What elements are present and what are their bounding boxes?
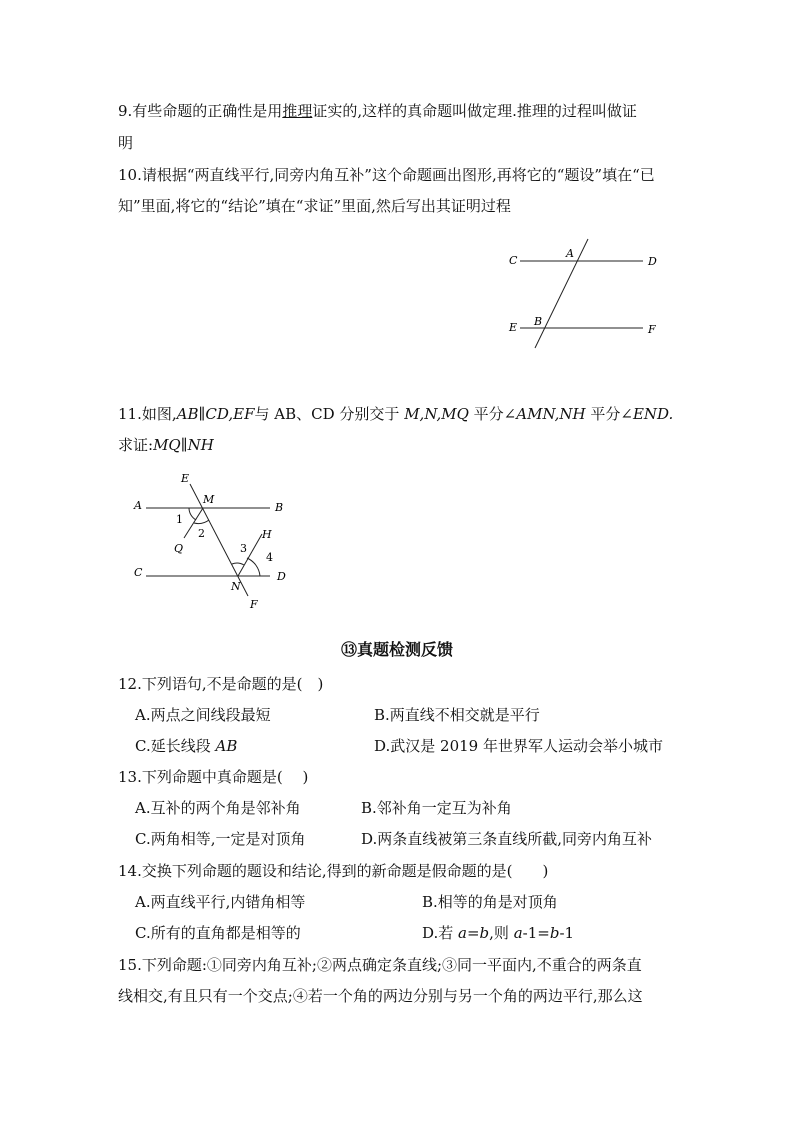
q9-underlined-word: 推理 [282, 102, 313, 120]
q12-option-d: D.武汉是 2019 年世界军人运动会举小城市 [374, 737, 663, 755]
label-angle-1: 1 [176, 513, 183, 526]
q11-text-g: 平分∠ [585, 405, 633, 423]
q15-line-1: 15.下列命题:①同旁内角互补;②两点确定条直线;③同一平面内,不重合的两条直 [118, 956, 642, 974]
q12-option-c-text: C.延长线段 [135, 737, 216, 755]
q14-option-a: A.两直线平行,内错角相等 [135, 893, 306, 911]
q14-d-c: ,则 [489, 924, 514, 942]
q11-text-e: 平分∠ [468, 405, 517, 423]
q13-stem: 13.下列命题中真命题是( ) [118, 768, 309, 786]
label-f: F [250, 598, 258, 611]
q11-figure [128, 470, 303, 615]
q12-option-c-var: AB [215, 737, 238, 755]
q11-text-d: M,N,MQ [404, 405, 469, 423]
arc-angle-1 [189, 508, 196, 520]
label-h: H [262, 528, 272, 541]
label-q: Q [174, 542, 184, 555]
label-c: C [509, 254, 518, 267]
arc-angle-4 [247, 558, 260, 576]
q14-option-c: C.所有的直角都是相等的 [135, 924, 301, 942]
q11-text-b: AB∥CD,EF [176, 405, 255, 423]
q12-option-b: B.两直线不相交就是平行 [374, 706, 540, 724]
q9-line-2: 明 [118, 134, 134, 152]
label-angle-2: 2 [198, 527, 205, 540]
q9-line-1 [118, 100, 637, 122]
q14-d-f: b [549, 924, 560, 942]
label-b: B [534, 315, 543, 328]
label-f: F [648, 323, 656, 336]
q14-d-d: a [513, 924, 523, 942]
label-n: N [231, 580, 241, 593]
label-d: D [277, 570, 286, 583]
label-angle-4: 4 [266, 551, 273, 564]
section-heading: ⑬真题检测反馈 [340, 640, 453, 659]
arc-angle-2 [194, 520, 209, 524]
q13-option-a: A.互补的两个角是邻补角 [135, 799, 301, 817]
label-a: A [134, 499, 142, 512]
q14-option-b: B.相等的角是对顶角 [422, 893, 558, 911]
label-a: A [566, 247, 574, 260]
q15-line-2: 线相交,有且只有一个交点;④若一个角的两边分别与另一个角的两边平行,那么这 [118, 987, 643, 1005]
label-e: E [181, 472, 190, 485]
label-angle-3: 3 [240, 542, 247, 555]
label-e: E [509, 321, 518, 334]
q12-option-c [135, 735, 237, 757]
label-m: M [203, 493, 215, 506]
q14-stem: 14.交换下列命题的题设和结论,得到的新命题是假命题的是( ) [118, 862, 549, 880]
q11-prove-label: 求证: [118, 436, 154, 454]
q11-line-2 [118, 434, 214, 456]
q11-prove-statement: MQ∥NH [153, 436, 214, 454]
q11-text-c: 与 AB、CD 分别交于 [254, 405, 405, 423]
q13-option-d: D.两条直线被第三条直线所截,同旁内角互补 [361, 830, 653, 848]
q10-line-2: 知”里面,将它的“结论”填在“求证”里面,然后写出其证明过程 [118, 197, 511, 215]
q12-option-a: A.两点之间线段最短 [135, 706, 271, 724]
transversal-ab [535, 239, 588, 348]
q13-option-b: B.邻补角一定互为补角 [361, 799, 512, 817]
arc-angle-3 [232, 563, 244, 565]
q12-stem: 12.下列语句,不是命题的是( ) [118, 675, 324, 693]
q10-figure [500, 236, 670, 354]
q11-line-1 [118, 403, 673, 425]
label-d: D [648, 255, 657, 268]
q9-text-cont: 证实的,这样的真命题叫做定理.推理的过程叫做证 [312, 102, 637, 120]
q11-text-f: AMN,NH [516, 405, 586, 423]
label-b: B [275, 501, 284, 514]
q14-d-e: -1= [522, 924, 550, 942]
q10-line-1: 10.请根据“两直线平行,同旁内角互补”这个命题画出图形,再将它的“题设”填在“已 [118, 166, 655, 184]
q14-d-a: D.若 [422, 924, 459, 942]
q11-text-a: 11.如图, [118, 405, 177, 423]
q14-option-d [422, 922, 574, 944]
label-c: C [134, 566, 143, 579]
q11-text-h: END. [632, 405, 674, 423]
q9-text: 9.有些命题的正确性是用 [118, 102, 283, 120]
q14-d-b: a=b [458, 924, 490, 942]
q13-option-c: C.两角相等,一定是对顶角 [135, 830, 306, 848]
q14-d-g: -1 [559, 924, 575, 942]
